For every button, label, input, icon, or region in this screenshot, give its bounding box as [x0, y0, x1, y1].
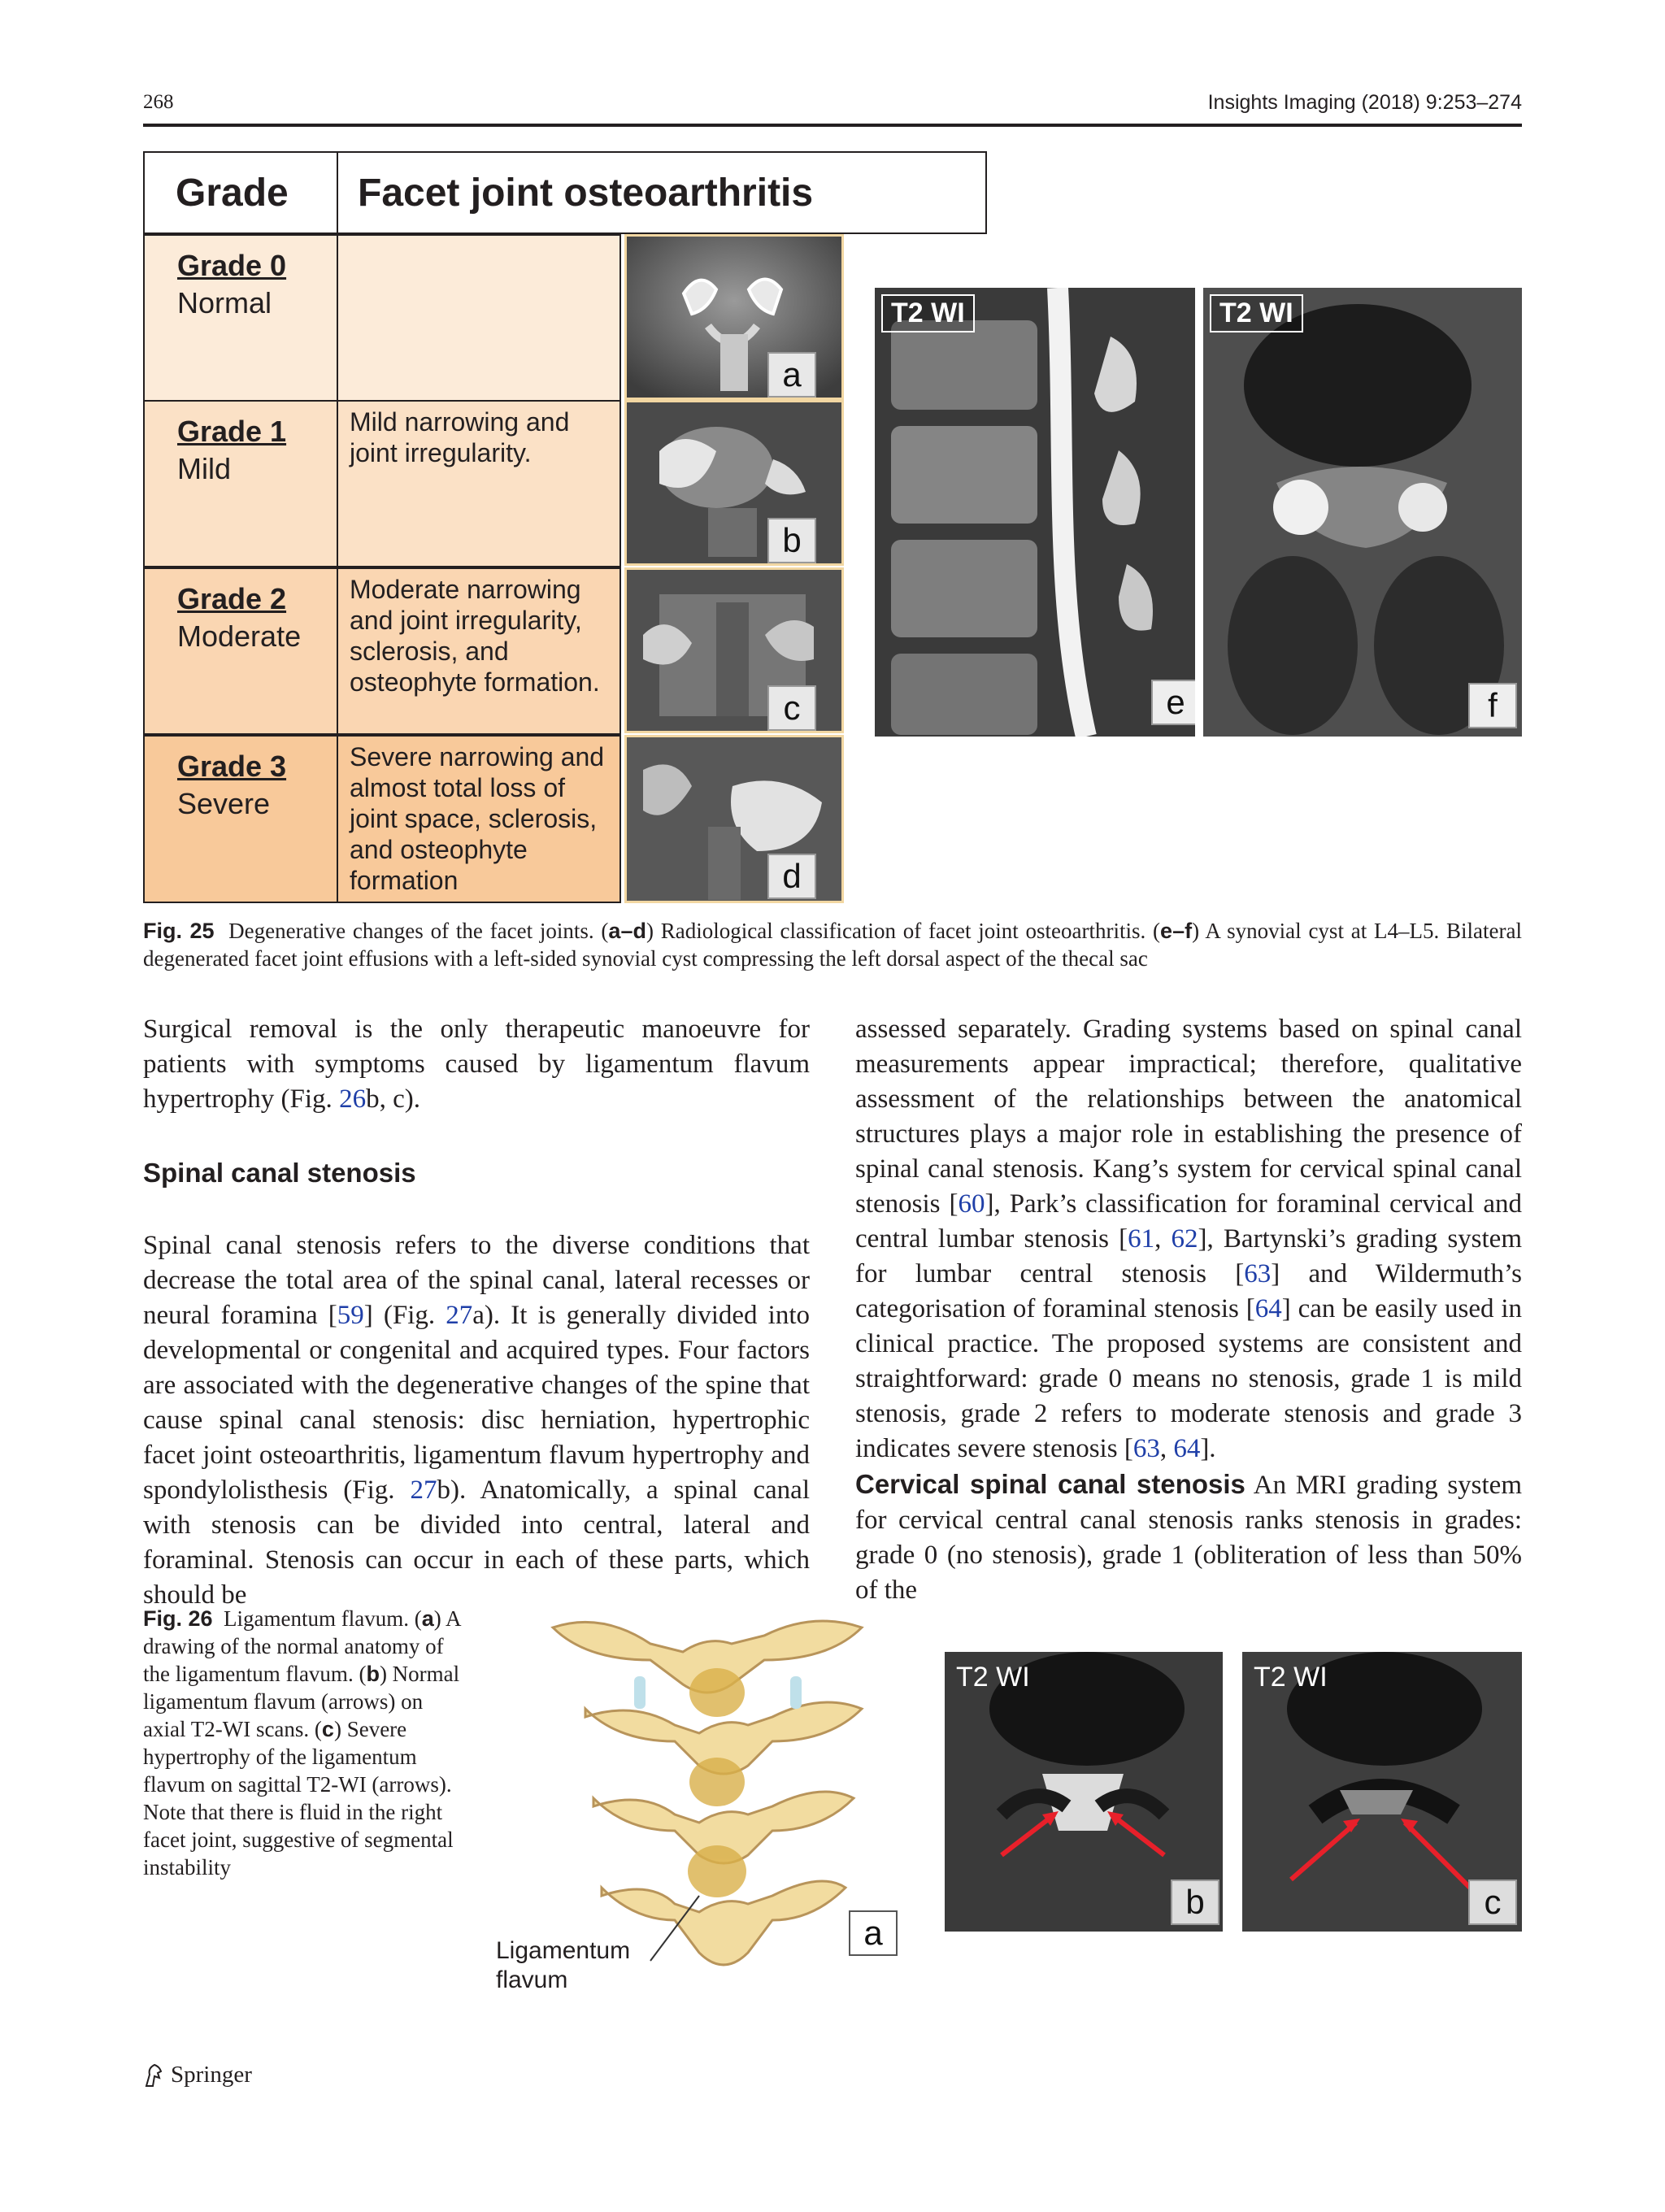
mri-axial-lumbar	[1203, 288, 1522, 737]
panel-label-b: b	[1171, 1880, 1219, 1925]
caption-text: ) Severe hypertrophy of the ligamentum flavum on sagittal T2-WI (arrows). Note that there is fluid in the right facet joint, suggestive of segmental instability	[143, 1717, 454, 1880]
grade-severity: Normal	[177, 286, 272, 319]
grade-description: Severe narrowing and almost total loss of joint space, sclerosis, and osteophyte formation	[350, 742, 605, 895]
body-text: ], Park’s classification for foraminal cervical and central lumbar stenosis [	[855, 1189, 1522, 1254]
caption-panel-ref: c	[321, 1717, 334, 1741]
grade-row-2	[143, 567, 621, 735]
reference-link[interactable]: 64	[1173, 1434, 1201, 1463]
caption-text: ) A drawing of the normal anatomy of the ligamentum flavum. (	[143, 1606, 461, 1686]
panel-label-b: b	[767, 518, 816, 563]
grade-label: Grade 3	[177, 750, 287, 783]
panel-label-f: f	[1468, 683, 1517, 728]
reference-link[interactable]: 64	[1254, 1294, 1282, 1323]
body-text: ,	[1159, 1434, 1174, 1463]
mri-sagittal-e	[875, 288, 1195, 737]
body-text: b, c).	[366, 1084, 420, 1114]
grade-cell	[145, 236, 338, 400]
header-rule	[143, 124, 1522, 127]
panel-label-e: e	[1151, 680, 1195, 725]
fig25-label: Fig. 25	[143, 919, 215, 943]
caption-text: ) Normal ligamentum flavum (arrows) on axial T2-WI scans. (	[143, 1662, 460, 1741]
left-paragraph-2	[143, 1228, 810, 1613]
anatomy-label	[496, 1936, 630, 1995]
reference-link[interactable]: 60	[958, 1189, 985, 1219]
caption-text: Degenerative changes of the facet joints. (	[228, 919, 609, 943]
mri-sagittal-lumbar	[875, 288, 1195, 737]
caption-panel-ref: e–f	[1160, 919, 1193, 943]
body-text: a). It is generally divided into developmental or congenital and acquired types. Four factors are associated with the degenerative changes of the spine that cause spinal canal stenosis: disc herniation, hypertrophic facet joint osteoarthritis, ligamentum flavum hypertrophy and spondylolisthesis (Fig.	[143, 1301, 810, 1505]
body-text: b). Anatomically, a spinal canal with stenosis can be divided into central, lateral and foraminal. Stenosis can occur in each of these parts, which should be	[143, 1475, 810, 1610]
fig26-label: Fig. 26	[143, 1606, 213, 1631]
right-paragraph-2	[855, 1467, 1522, 1608]
body-text: ,	[1154, 1224, 1172, 1254]
mri-sequence-tag-f: T2 WI	[1210, 294, 1303, 332]
publisher-name: Springer	[171, 2062, 252, 2088]
mri-sequence-tag-b: T2 WI	[956, 1662, 1030, 1693]
facet-grade-table	[143, 151, 846, 905]
section-heading: Spinal canal stenosis	[143, 1158, 416, 1188]
grade-severity: Mild	[177, 452, 232, 485]
panel-label-d: d	[767, 854, 816, 899]
panel-label-a: a	[849, 1910, 898, 1956]
caption-panel-ref: a–d	[608, 919, 646, 943]
panel-label-c: c	[1468, 1880, 1517, 1925]
grade-row-0	[143, 234, 621, 402]
body-text: Surgical removal is the only therapeutic manoeuvre for patients with symptoms caused by ligamentum flavum hypertrophy (Fig.	[143, 1015, 810, 1114]
grade-row-3	[143, 735, 621, 903]
fig25-caption	[143, 917, 1522, 972]
springer-horse-icon	[143, 2063, 164, 2088]
caption-text: ) Radiological classification of facet joint osteoarthritis. (	[646, 919, 1161, 943]
caption-panel-ref: a	[421, 1606, 434, 1631]
grade-row-1	[143, 400, 621, 567]
grade-cell	[145, 737, 338, 902]
panel-label-c: c	[767, 685, 816, 731]
reference-link[interactable]: 62	[1171, 1224, 1198, 1254]
caption-text: Ligamentum flavum. (	[224, 1606, 422, 1631]
body-text: ] and Wildermuth’s categorisation of foraminal stenosis [	[855, 1259, 1522, 1323]
body-text: Spinal canal stenosis refers to the diverse conditions that decrease the total area of the spinal canal, lateral recesses or neural foramina [	[143, 1231, 810, 1330]
page-number: 268	[143, 91, 174, 113]
body-text: ], Bartynski’s grading system for lumbar central stenosis [	[855, 1224, 1522, 1289]
right-paragraph-1	[855, 1012, 1522, 1467]
body-text: assessed separately. Grading systems based on spinal canal measurements appear impractical; therefore, qualitative assessment of the relationships between the anatomical structures plays a major role in establishing the presence of spinal canal stenosis. Kang’s system for cervical spinal canal stenosis [	[855, 1015, 1522, 1219]
anatomy-label-line: flavum	[496, 1966, 568, 1993]
mri-axial-c	[1242, 1652, 1522, 1932]
body-text: ] (Fig.	[363, 1301, 446, 1330]
table-header-title	[337, 151, 987, 234]
left-paragraph-1	[143, 1012, 810, 1117]
grade-description: Mild narrowing and joint irregularity.	[350, 407, 570, 467]
journal-citation: Insights Imaging (2018) 9:253–274	[1207, 91, 1522, 114]
body-text: An MRI grading system for cervical central canal stenosis ranks stenosis in grades: grade 0 (no stenosis), grade 1 (obliteration of less than 50% of the	[855, 1471, 1522, 1605]
mri-axial-b	[945, 1652, 1223, 1932]
caption-panel-ref: b	[366, 1662, 380, 1686]
reference-link[interactable]: 61	[1128, 1224, 1155, 1254]
reference-link[interactable]: 59	[337, 1301, 364, 1330]
grade-label: Grade 1	[177, 415, 287, 448]
grade-cell	[145, 569, 338, 733]
reference-link[interactable]: 63	[1132, 1434, 1160, 1463]
fig26-caption	[143, 1605, 460, 1881]
footer	[143, 2062, 252, 2088]
figure-link[interactable]: 27	[446, 1301, 473, 1330]
grade-label: Grade 2	[177, 582, 287, 615]
mri-axial-f	[1203, 288, 1522, 737]
subsection-heading: Cervical spinal canal stenosis	[855, 1469, 1245, 1499]
table-title: Facet joint osteoarthritis	[358, 171, 814, 215]
figure-link[interactable]: 27	[410, 1475, 437, 1505]
body-text: ] can be easily used in clinical practice. The proposed systems are consistent and straightforward: grade 0 means no stenosis, grade 1 is mild stenosis, grade 2 refers to moderate stenosis and grade 3 indicates severe stenosis [	[855, 1294, 1522, 1463]
panel-label-a: a	[767, 352, 816, 398]
mri-sequence-tag-c: T2 WI	[1254, 1662, 1328, 1693]
anatomy-label-line: Ligamentum	[496, 1937, 631, 1964]
caption-text: ) A synovial cyst at L4–L5. Bilateral degenerated facet joint effusions with a left-sided synovial cyst compressing the left dorsal aspect of the thecal sac	[143, 919, 1522, 971]
figure-link[interactable]: 26	[339, 1084, 367, 1114]
grade-cell	[145, 402, 338, 566]
mri-sequence-tag-e: T2 WI	[881, 294, 975, 332]
reference-link[interactable]: 63	[1244, 1259, 1272, 1289]
grade-description: Moderate narrowing and joint irregularity, sclerosis, and osteophyte formation.	[350, 575, 600, 697]
grade-severity: Severe	[177, 787, 271, 820]
body-text: ].	[1200, 1434, 1216, 1463]
grade-label: Grade 0	[177, 249, 287, 282]
grade-severity: Moderate	[177, 619, 302, 653]
table-header-grade: Grade	[143, 151, 338, 234]
